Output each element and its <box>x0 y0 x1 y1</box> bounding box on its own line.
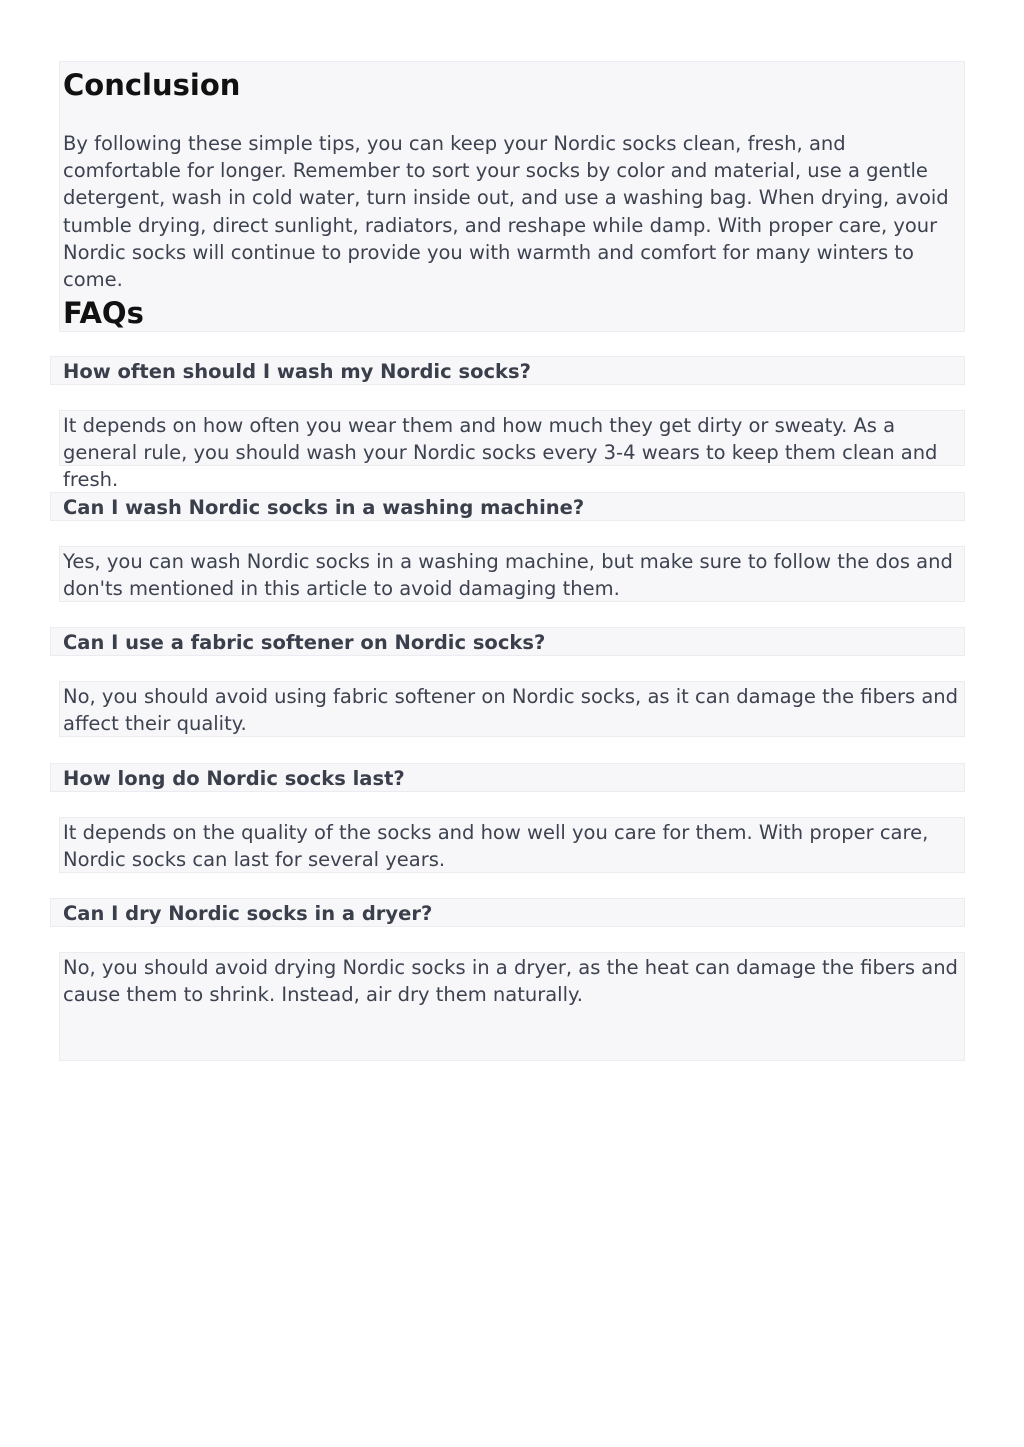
faq-question-2 <box>50 492 965 521</box>
faq-question-3 <box>50 627 965 656</box>
faq-answer-text: No, you should avoid drying Nordic socks in a dryer, as the heat can damage the fibers and cause them to shrink. Instead, air dry them naturally. <box>63 956 958 1007</box>
conclusion-heading: Conclusion <box>63 68 241 102</box>
faq-answer-text: It depends on how often you wear them and how much they get dirty or sweaty. As a general rule, you should wash your Nordic socks every 3-4 wears to keep them clean and fresh. <box>63 414 938 492</box>
faq-question-4 <box>50 763 965 792</box>
faq-answer-1 <box>59 410 965 492</box>
faq-question-text: Can I dry Nordic socks in a dryer? <box>63 902 433 925</box>
faq-question-5 <box>50 898 965 927</box>
faq-answer-5 <box>59 952 965 1061</box>
faq-answer-text: No, you should avoid using fabric softener on Nordic socks, as it can damage the fibers and affect their quality. <box>63 685 959 736</box>
faq-answer-text: It depends on the quality of the socks and how well you care for them. With proper care, Nordic socks can last for several years. <box>63 821 929 872</box>
conclusion-paragraph: By following these simple tips, you can keep your Nordic socks clean, fresh, and comfortable for longer. Remember to sort your socks by color and material, use a gentle detergent, wash in cold water, turn inside out, and use a washing bag. When drying, avoid tumble drying, direct sunlight, radiators, and reshape while damp. With proper care, your Nordic socks will continue to provide you with warmth and comfort for many winters to come. <box>63 132 949 292</box>
faq-answer-3 <box>59 681 965 737</box>
faqs-heading: FAQs <box>63 296 144 330</box>
faq-question-text: Can I wash Nordic socks in a washing machine? <box>63 496 585 519</box>
faq-question-text: Can I use a fabric softener on Nordic socks? <box>63 631 546 654</box>
faq-question-1 <box>50 356 965 385</box>
faq-answer-4 <box>59 817 965 873</box>
faq-question-text: How long do Nordic socks last? <box>63 767 405 790</box>
faq-question-text: How often should I wash my Nordic socks? <box>63 360 531 383</box>
conclusion-section <box>59 61 965 332</box>
faq-answer-text: Yes, you can wash Nordic socks in a washing machine, but make sure to follow the dos and don'ts mentioned in this article to avoid damaging them. <box>63 550 953 601</box>
faq-answer-2 <box>59 546 965 602</box>
